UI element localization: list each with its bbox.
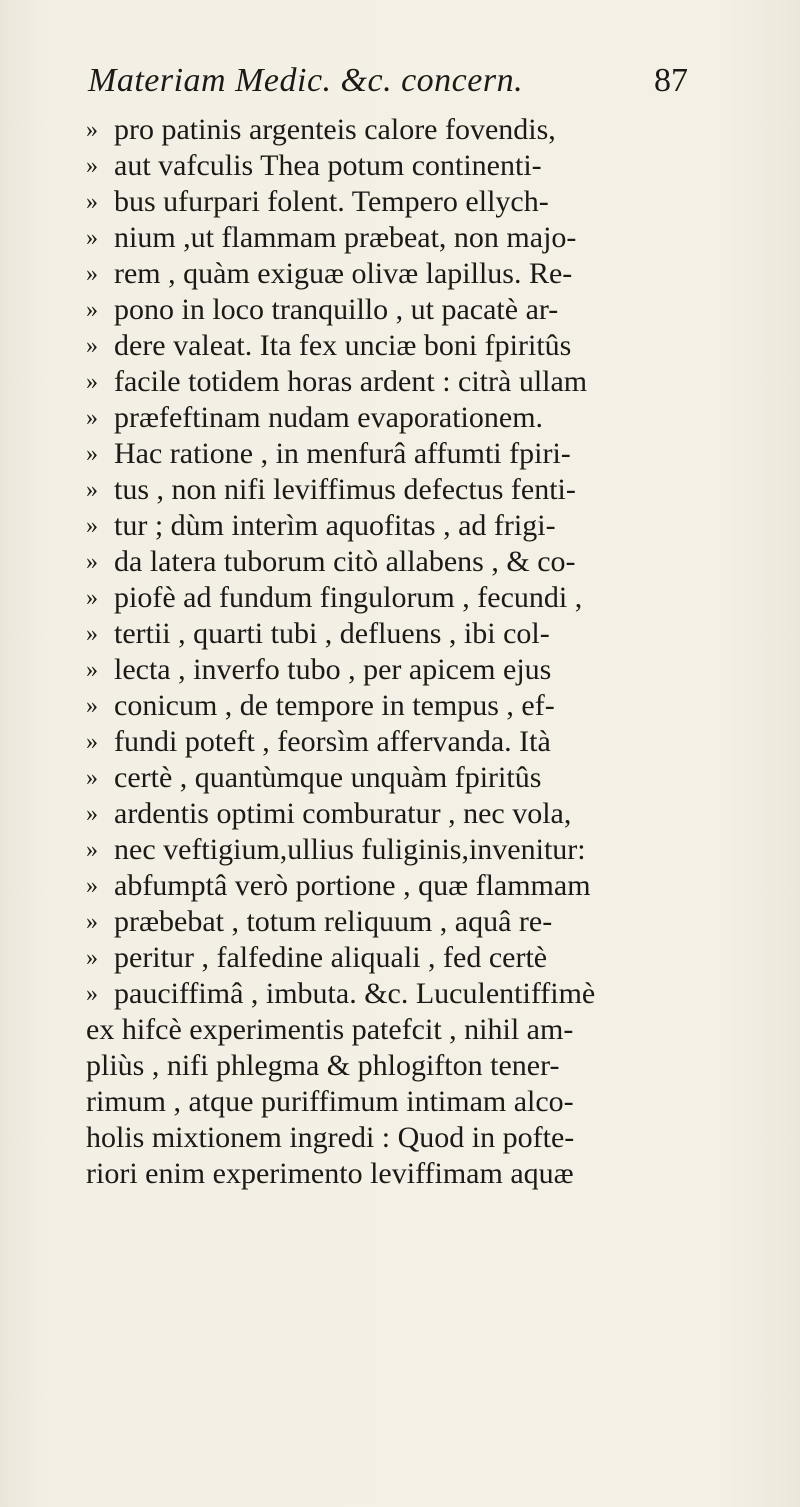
text-line: [86, 508, 726, 544]
text-line: [86, 976, 726, 1012]
text-line: [86, 436, 726, 472]
text-line: [86, 148, 726, 184]
page-number: 87: [654, 62, 688, 99]
quote-mark: »: [86, 477, 98, 503]
text-line: [86, 580, 726, 616]
text-line: [86, 256, 726, 292]
text-line: [86, 400, 726, 436]
line-text: peritur , falfedine aliquali , fed certè: [114, 941, 548, 974]
line-text: dere valeat. Ita fex unciæ boni fpiritûs: [114, 329, 572, 362]
text-line: [86, 832, 726, 868]
line-text: piofè ad fundum fingulorum , fecundi ,: [114, 581, 583, 614]
page-header: [88, 62, 688, 108]
quote-mark: »: [86, 549, 98, 575]
line-text: pro patinis argenteis calore fovendis,: [114, 113, 556, 146]
line-text: fundi poteft , feorsìm affervanda. Ità: [114, 725, 551, 758]
line-text: certè , quantùmque unquàm fpiritûs: [114, 761, 542, 794]
text-line: [86, 220, 726, 256]
line-text: rem , quàm exiguæ olivæ lapillus. Re-: [114, 257, 573, 290]
quote-mark: »: [86, 729, 98, 755]
quote-mark: »: [86, 909, 98, 935]
quote-mark: »: [86, 117, 98, 143]
quote-mark: »: [86, 585, 98, 611]
line-text: da latera tuborum citò allabens , & co-: [114, 545, 576, 578]
quote-mark: »: [86, 153, 98, 179]
line-text: holis mixtionem ingredi : Quod in pofte-: [86, 1121, 575, 1154]
quote-mark: »: [86, 225, 98, 251]
quote-mark: »: [86, 693, 98, 719]
line-text: præbebat , totum reliquum , aquâ re-: [114, 905, 553, 938]
text-line: [86, 868, 726, 904]
text-line: [86, 328, 726, 364]
quote-mark: »: [86, 333, 98, 359]
text-line: [86, 904, 726, 940]
text-line: [86, 724, 726, 760]
text-line: [86, 616, 726, 652]
line-text: rimum , atque puriffimum intimam alco-: [86, 1085, 574, 1118]
line-text: facile totidem horas ardent : citrà ullam: [114, 365, 588, 398]
text-line: [86, 1012, 726, 1048]
quote-mark: »: [86, 801, 98, 827]
line-text: conicum , de tempore in tempus , ef-: [114, 689, 555, 722]
text-line: [86, 544, 726, 580]
line-text: præfeftinam nudam evaporationem.: [114, 401, 544, 434]
quote-mark: »: [86, 297, 98, 323]
quote-mark: »: [86, 837, 98, 863]
quote-mark: »: [86, 405, 98, 431]
line-text: riori enim experimento leviffimam aquæ: [86, 1157, 574, 1190]
line-text: ardentis optimi comburatur , nec vola,: [114, 797, 572, 830]
line-text: nec veftigium,ullius fuliginis,invenitur:: [114, 833, 586, 866]
quote-mark: »: [86, 261, 98, 287]
line-text: abfumptâ verò portione , quæ flammam: [114, 869, 591, 902]
line-text: bus ufurpari folent. Tempero ellych-: [114, 185, 549, 218]
line-text: pauciffimâ , imbuta. &c. Luculentiffimè: [114, 977, 596, 1010]
quote-mark: »: [86, 873, 98, 899]
text-line: [86, 796, 726, 832]
line-text: pliùs , nifi phlegma & phlogifton tener-: [86, 1049, 560, 1082]
text-line: [86, 652, 726, 688]
quote-mark: »: [86, 945, 98, 971]
line-text: nium ,ut flammam præbeat, non majo-: [114, 221, 577, 254]
text-line: [86, 1048, 726, 1084]
text-line: [86, 688, 726, 724]
text-line: [86, 1156, 726, 1192]
quote-mark: »: [86, 369, 98, 395]
text-line: [86, 364, 726, 400]
running-title: Materiam Medic. &c. concern.: [88, 62, 524, 99]
quote-mark: »: [86, 441, 98, 467]
line-text: aut vafculis Thea potum continenti-: [114, 149, 542, 182]
line-text: Hac ratione , in menfurâ affumti fpiri-: [114, 437, 571, 470]
line-text: tur ; dùm interìm aquofitas , ad frigi-: [114, 509, 556, 542]
quote-mark: »: [86, 189, 98, 215]
body-text: [86, 112, 726, 1192]
text-line: [86, 940, 726, 976]
quote-mark: »: [86, 981, 98, 1007]
quote-mark: »: [86, 765, 98, 791]
quote-mark: »: [86, 621, 98, 647]
line-text: tertii , quarti tubi , defluens , ibi col-: [114, 617, 550, 650]
quote-mark: »: [86, 657, 98, 683]
text-line: [86, 472, 726, 508]
line-text: lecta , inverfo tubo , per apicem ejus: [114, 653, 552, 686]
quote-mark: »: [86, 513, 98, 539]
text-line: [86, 292, 726, 328]
line-text: pono in loco tranquillo , ut pacatè ar-: [114, 293, 559, 326]
text-line: [86, 1120, 726, 1156]
text-line: [86, 184, 726, 220]
line-text: tus , non nifi leviffimus defectus fenti-: [114, 473, 576, 506]
line-text: ex hifcè experimentis patefcit , nihil am-: [86, 1013, 574, 1046]
text-line: [86, 1084, 726, 1120]
text-line: [86, 112, 726, 148]
text-line: [86, 760, 726, 796]
